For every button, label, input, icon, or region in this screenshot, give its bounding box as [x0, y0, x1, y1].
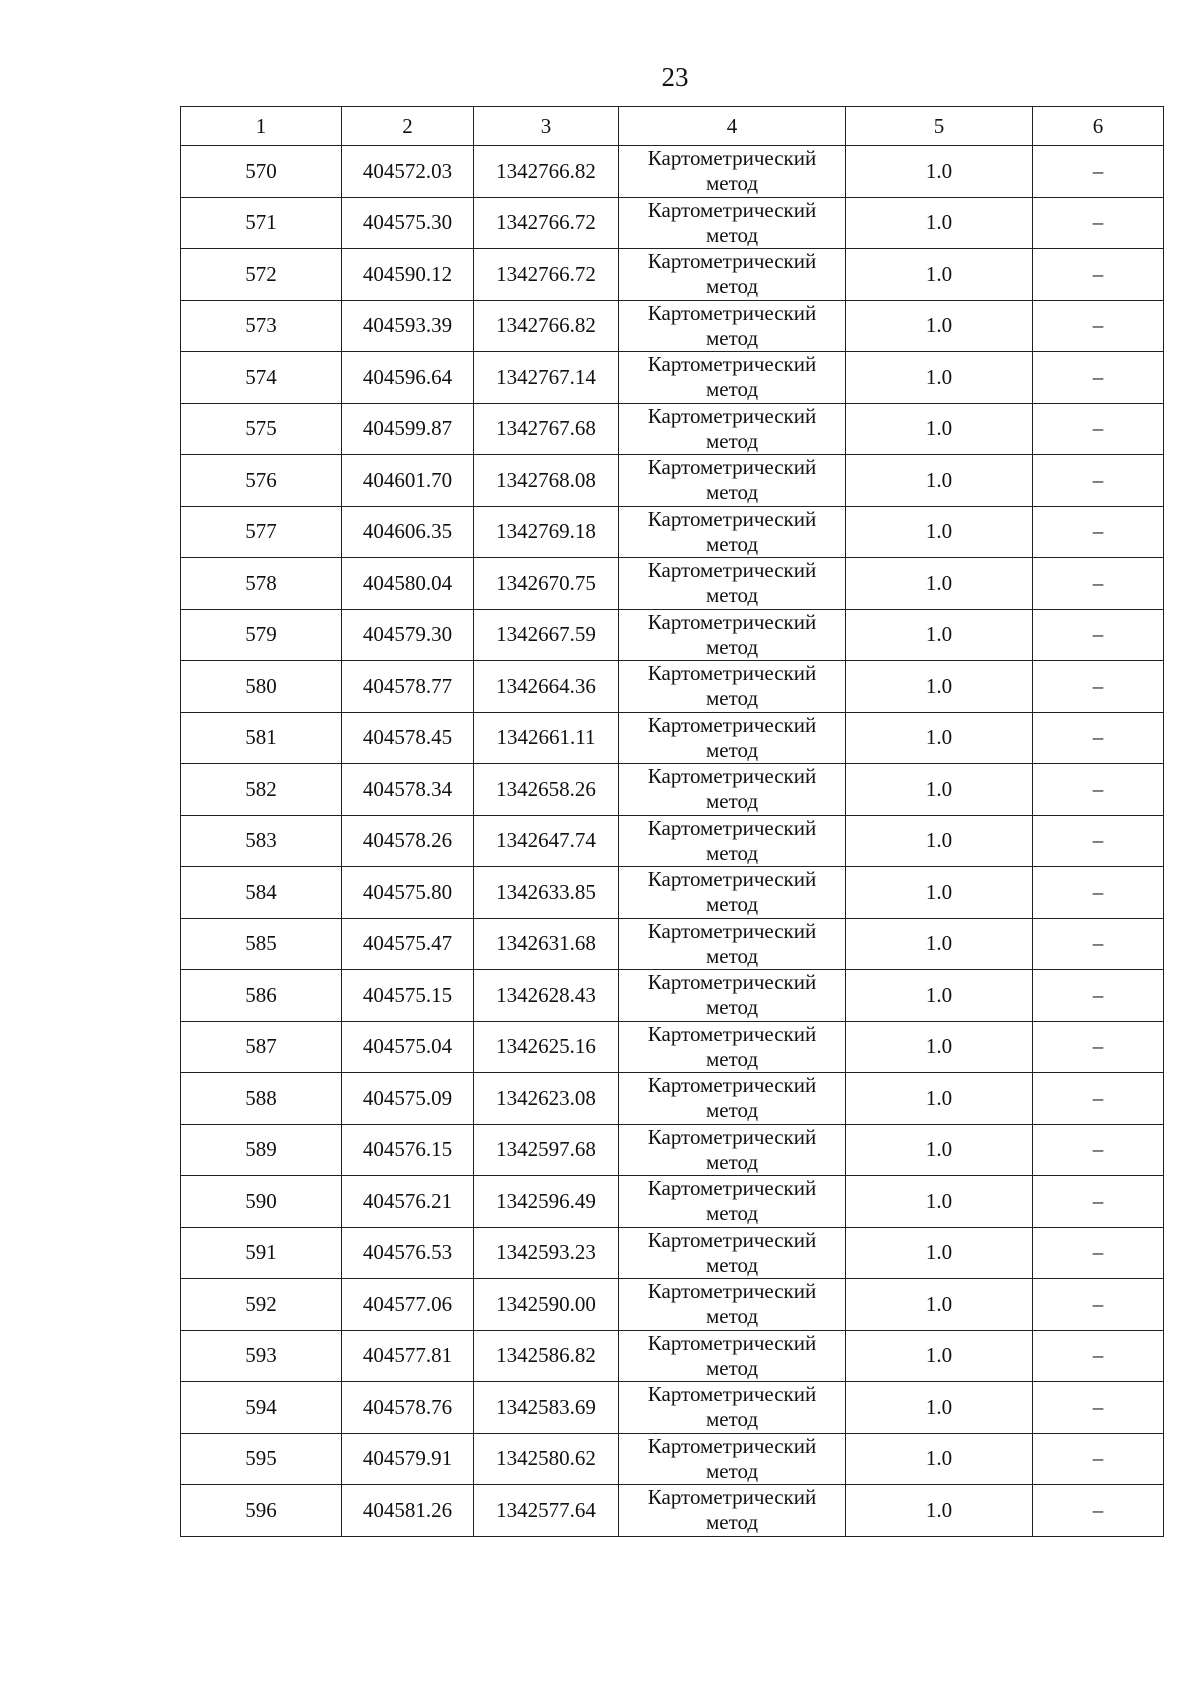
point-number-cell: 574	[181, 352, 342, 404]
method-line-2: метод	[705, 480, 759, 505]
x-coordinate-cell: 404575.30	[342, 197, 474, 249]
method-cell	[619, 712, 846, 764]
method-line-1: Картометрический	[647, 1330, 817, 1355]
note-cell: –	[1033, 918, 1164, 970]
table-row	[181, 558, 1164, 610]
method-line-1: Картометрический	[647, 403, 817, 428]
method-line-2: метод	[705, 737, 759, 762]
table-row	[181, 609, 1164, 661]
method-line-2: метод	[705, 1098, 759, 1123]
method-cell	[619, 197, 846, 249]
method-cell	[619, 1124, 846, 1176]
x-coordinate-cell: 404580.04	[342, 558, 474, 610]
accuracy-cell: 1.0	[846, 249, 1033, 301]
accuracy-cell: 1.0	[846, 1021, 1033, 1073]
note-cell: –	[1033, 403, 1164, 455]
table-row	[181, 1227, 1164, 1279]
accuracy-cell: 1.0	[846, 197, 1033, 249]
x-coordinate-cell: 404576.21	[342, 1176, 474, 1228]
point-number-cell: 575	[181, 403, 342, 455]
note-cell: –	[1033, 146, 1164, 198]
method-cell	[619, 146, 846, 198]
note-cell: –	[1033, 661, 1164, 713]
method-line-2: метод	[705, 1252, 759, 1277]
method-cell	[619, 918, 846, 970]
y-coordinate-cell: 1342766.72	[474, 197, 619, 249]
y-coordinate-cell: 1342631.68	[474, 918, 619, 970]
x-coordinate-cell: 404599.87	[342, 403, 474, 455]
table-row	[181, 1485, 1164, 1537]
table-row	[181, 918, 1164, 970]
note-cell: –	[1033, 867, 1164, 919]
note-cell: –	[1033, 506, 1164, 558]
x-coordinate-cell: 404590.12	[342, 249, 474, 301]
table-row	[181, 661, 1164, 713]
x-coordinate-cell: 404596.64	[342, 352, 474, 404]
method-cell	[619, 764, 846, 816]
method-line-2: метод	[705, 686, 759, 711]
table-row	[181, 712, 1164, 764]
point-number-cell: 588	[181, 1073, 342, 1125]
table-row	[181, 1279, 1164, 1331]
accuracy-cell: 1.0	[846, 403, 1033, 455]
method-cell	[619, 1073, 846, 1125]
y-coordinate-cell: 1342767.14	[474, 352, 619, 404]
accuracy-cell: 1.0	[846, 764, 1033, 816]
x-coordinate-cell: 404593.39	[342, 300, 474, 352]
table-row	[181, 197, 1164, 249]
method-cell	[619, 455, 846, 507]
y-coordinate-cell: 1342766.72	[474, 249, 619, 301]
point-number-cell: 573	[181, 300, 342, 352]
column-header: 1	[181, 107, 342, 146]
table-row	[181, 1073, 1164, 1125]
method-line-2: метод	[705, 1355, 759, 1380]
note-cell: –	[1033, 1279, 1164, 1331]
point-number-cell: 577	[181, 506, 342, 558]
coordinates-table	[180, 106, 1164, 1537]
accuracy-cell: 1.0	[846, 1279, 1033, 1331]
x-coordinate-cell: 404601.70	[342, 455, 474, 507]
point-number-cell: 592	[181, 1279, 342, 1331]
note-cell: –	[1033, 197, 1164, 249]
method-line-2: метод	[705, 1510, 759, 1535]
accuracy-cell: 1.0	[846, 1433, 1033, 1485]
column-header: 4	[619, 107, 846, 146]
point-number-cell: 581	[181, 712, 342, 764]
method-line-1: Картометрический	[647, 764, 817, 789]
method-line-2: метод	[705, 892, 759, 917]
x-coordinate-cell: 404577.06	[342, 1279, 474, 1331]
y-coordinate-cell: 1342667.59	[474, 609, 619, 661]
x-coordinate-cell: 404575.47	[342, 918, 474, 970]
method-cell	[619, 506, 846, 558]
method-line-2: метод	[705, 1149, 759, 1174]
table-row	[181, 970, 1164, 1022]
method-line-1: Картометрический	[647, 609, 817, 634]
accuracy-cell: 1.0	[846, 455, 1033, 507]
method-line-1: Картометрический	[647, 867, 817, 892]
method-line-1: Картометрический	[647, 918, 817, 943]
method-line-1: Картометрический	[647, 1433, 817, 1458]
method-line-2: метод	[705, 1458, 759, 1483]
table-row	[181, 815, 1164, 867]
method-line-2: метод	[705, 222, 759, 247]
method-cell	[619, 1330, 846, 1382]
point-number-cell: 590	[181, 1176, 342, 1228]
column-header: 6	[1033, 107, 1164, 146]
x-coordinate-cell: 404576.53	[342, 1227, 474, 1279]
y-coordinate-cell: 1342633.85	[474, 867, 619, 919]
accuracy-cell: 1.0	[846, 867, 1033, 919]
point-number-cell: 586	[181, 970, 342, 1022]
method-line-1: Картометрический	[647, 1485, 817, 1510]
table-row	[181, 1433, 1164, 1485]
note-cell: –	[1033, 558, 1164, 610]
column-header: 2	[342, 107, 474, 146]
accuracy-cell: 1.0	[846, 300, 1033, 352]
y-coordinate-cell: 1342590.00	[474, 1279, 619, 1331]
method-line-2: метод	[705, 171, 759, 196]
y-coordinate-cell: 1342628.43	[474, 970, 619, 1022]
table-row	[181, 1124, 1164, 1176]
note-cell: –	[1033, 1176, 1164, 1228]
x-coordinate-cell: 404578.45	[342, 712, 474, 764]
method-cell	[619, 1021, 846, 1073]
point-number-cell: 587	[181, 1021, 342, 1073]
method-line-1: Картометрический	[647, 249, 817, 274]
accuracy-cell: 1.0	[846, 609, 1033, 661]
point-number-cell: 578	[181, 558, 342, 610]
y-coordinate-cell: 1342670.75	[474, 558, 619, 610]
method-line-2: метод	[705, 583, 759, 608]
y-coordinate-cell: 1342593.23	[474, 1227, 619, 1279]
table-row	[181, 867, 1164, 919]
y-coordinate-cell: 1342583.69	[474, 1382, 619, 1434]
method-line-2: метод	[705, 995, 759, 1020]
method-line-2: метод	[705, 428, 759, 453]
point-number-cell: 593	[181, 1330, 342, 1382]
y-coordinate-cell: 1342597.68	[474, 1124, 619, 1176]
method-line-2: метод	[705, 634, 759, 659]
method-line-2: метод	[705, 1201, 759, 1226]
method-line-2: метод	[705, 531, 759, 556]
table-row	[181, 352, 1164, 404]
point-number-cell: 594	[181, 1382, 342, 1434]
method-line-2: метод	[705, 325, 759, 350]
method-cell	[619, 661, 846, 713]
accuracy-cell: 1.0	[846, 815, 1033, 867]
method-line-1: Картометрический	[647, 661, 817, 686]
y-coordinate-cell: 1342623.08	[474, 1073, 619, 1125]
method-cell	[619, 970, 846, 1022]
method-line-2: метод	[705, 1046, 759, 1071]
table-row	[181, 403, 1164, 455]
x-coordinate-cell: 404576.15	[342, 1124, 474, 1176]
table-row	[181, 1176, 1164, 1228]
note-cell: –	[1033, 712, 1164, 764]
note-cell: –	[1033, 1433, 1164, 1485]
note-cell: –	[1033, 352, 1164, 404]
method-cell	[619, 1382, 846, 1434]
note-cell: –	[1033, 300, 1164, 352]
method-cell	[619, 558, 846, 610]
y-coordinate-cell: 1342580.62	[474, 1433, 619, 1485]
method-line-2: метод	[705, 840, 759, 865]
method-line-1: Картометрический	[647, 1073, 817, 1098]
accuracy-cell: 1.0	[846, 661, 1033, 713]
y-coordinate-cell: 1342767.68	[474, 403, 619, 455]
table-row	[181, 764, 1164, 816]
point-number-cell: 582	[181, 764, 342, 816]
method-line-1: Картометрический	[647, 300, 817, 325]
method-line-1: Картометрический	[647, 1176, 817, 1201]
point-number-cell: 579	[181, 609, 342, 661]
table-row	[181, 455, 1164, 507]
method-line-1: Картометрический	[647, 1279, 817, 1304]
y-coordinate-cell: 1342625.16	[474, 1021, 619, 1073]
table-row	[181, 1021, 1164, 1073]
method-line-1: Картометрический	[647, 1124, 817, 1149]
method-line-2: метод	[705, 377, 759, 402]
y-coordinate-cell: 1342577.64	[474, 1485, 619, 1537]
method-cell	[619, 609, 846, 661]
method-line-1: Картометрический	[647, 146, 817, 171]
method-line-1: Картометрический	[647, 970, 817, 995]
method-line-2: метод	[705, 943, 759, 968]
x-coordinate-cell: 404575.09	[342, 1073, 474, 1125]
accuracy-cell: 1.0	[846, 970, 1033, 1022]
note-cell: –	[1033, 1382, 1164, 1434]
accuracy-cell: 1.0	[846, 1073, 1033, 1125]
x-coordinate-cell: 404578.77	[342, 661, 474, 713]
point-number-cell: 585	[181, 918, 342, 970]
method-cell	[619, 1433, 846, 1485]
y-coordinate-cell: 1342769.18	[474, 506, 619, 558]
method-line-1: Картометрический	[647, 558, 817, 583]
method-line-1: Картометрический	[647, 197, 817, 222]
point-number-cell: 595	[181, 1433, 342, 1485]
table-header-row	[181, 107, 1164, 146]
note-cell: –	[1033, 1073, 1164, 1125]
method-line-2: метод	[705, 1304, 759, 1329]
note-cell: –	[1033, 1330, 1164, 1382]
table-row	[181, 249, 1164, 301]
y-coordinate-cell: 1342661.11	[474, 712, 619, 764]
note-cell: –	[1033, 1485, 1164, 1537]
x-coordinate-cell: 404577.81	[342, 1330, 474, 1382]
method-line-2: метод	[705, 1407, 759, 1432]
accuracy-cell: 1.0	[846, 1382, 1033, 1434]
note-cell: –	[1033, 970, 1164, 1022]
note-cell: –	[1033, 455, 1164, 507]
method-cell	[619, 352, 846, 404]
y-coordinate-cell: 1342664.36	[474, 661, 619, 713]
method-line-2: метод	[705, 274, 759, 299]
accuracy-cell: 1.0	[846, 1330, 1033, 1382]
method-line-1: Картометрический	[647, 1382, 817, 1407]
point-number-cell: 596	[181, 1485, 342, 1537]
x-coordinate-cell: 404578.26	[342, 815, 474, 867]
accuracy-cell: 1.0	[846, 918, 1033, 970]
y-coordinate-cell: 1342766.82	[474, 300, 619, 352]
note-cell: –	[1033, 815, 1164, 867]
x-coordinate-cell: 404572.03	[342, 146, 474, 198]
x-coordinate-cell: 404575.04	[342, 1021, 474, 1073]
accuracy-cell: 1.0	[846, 1176, 1033, 1228]
y-coordinate-cell: 1342647.74	[474, 815, 619, 867]
note-cell: –	[1033, 1124, 1164, 1176]
method-cell	[619, 300, 846, 352]
page-number: 23	[661, 62, 689, 92]
point-number-cell: 583	[181, 815, 342, 867]
y-coordinate-cell: 1342768.08	[474, 455, 619, 507]
method-line-1: Картометрический	[647, 352, 817, 377]
table-row	[181, 300, 1164, 352]
accuracy-cell: 1.0	[846, 1227, 1033, 1279]
accuracy-cell: 1.0	[846, 1124, 1033, 1176]
accuracy-cell: 1.0	[846, 1485, 1033, 1537]
x-coordinate-cell: 404579.91	[342, 1433, 474, 1485]
x-coordinate-cell: 404578.76	[342, 1382, 474, 1434]
method-line-1: Картометрический	[647, 1021, 817, 1046]
x-coordinate-cell: 404575.15	[342, 970, 474, 1022]
accuracy-cell: 1.0	[846, 506, 1033, 558]
method-line-1: Картометрический	[647, 455, 817, 480]
point-number-cell: 580	[181, 661, 342, 713]
table-row	[181, 1382, 1164, 1434]
x-coordinate-cell: 404581.26	[342, 1485, 474, 1537]
x-coordinate-cell: 404578.34	[342, 764, 474, 816]
table-row	[181, 506, 1164, 558]
method-cell	[619, 867, 846, 919]
point-number-cell: 570	[181, 146, 342, 198]
x-coordinate-cell: 404606.35	[342, 506, 474, 558]
method-line-1: Картометрический	[647, 815, 817, 840]
y-coordinate-cell: 1342586.82	[474, 1330, 619, 1382]
y-coordinate-cell: 1342596.49	[474, 1176, 619, 1228]
point-number-cell: 584	[181, 867, 342, 919]
x-coordinate-cell: 404575.80	[342, 867, 474, 919]
method-cell	[619, 1485, 846, 1537]
method-line-2: метод	[705, 789, 759, 814]
method-line-1: Картометрический	[647, 506, 817, 531]
method-cell	[619, 1176, 846, 1228]
table-row	[181, 146, 1164, 198]
column-header: 5	[846, 107, 1033, 146]
point-number-cell: 572	[181, 249, 342, 301]
method-cell	[619, 249, 846, 301]
note-cell: –	[1033, 609, 1164, 661]
x-coordinate-cell: 404579.30	[342, 609, 474, 661]
point-number-cell: 591	[181, 1227, 342, 1279]
method-cell	[619, 1279, 846, 1331]
accuracy-cell: 1.0	[846, 712, 1033, 764]
accuracy-cell: 1.0	[846, 352, 1033, 404]
y-coordinate-cell: 1342766.82	[474, 146, 619, 198]
note-cell: –	[1033, 764, 1164, 816]
table-body	[181, 146, 1164, 1537]
point-number-cell: 589	[181, 1124, 342, 1176]
note-cell: –	[1033, 1021, 1164, 1073]
table-row	[181, 1330, 1164, 1382]
method-cell	[619, 815, 846, 867]
method-line-1: Картометрический	[647, 1227, 817, 1252]
point-number-cell: 571	[181, 197, 342, 249]
column-header: 3	[474, 107, 619, 146]
note-cell: –	[1033, 249, 1164, 301]
accuracy-cell: 1.0	[846, 146, 1033, 198]
method-cell	[619, 1227, 846, 1279]
method-line-1: Картометрический	[647, 712, 817, 737]
note-cell: –	[1033, 1227, 1164, 1279]
accuracy-cell: 1.0	[846, 558, 1033, 610]
point-number-cell: 576	[181, 455, 342, 507]
y-coordinate-cell: 1342658.26	[474, 764, 619, 816]
method-cell	[619, 403, 846, 455]
